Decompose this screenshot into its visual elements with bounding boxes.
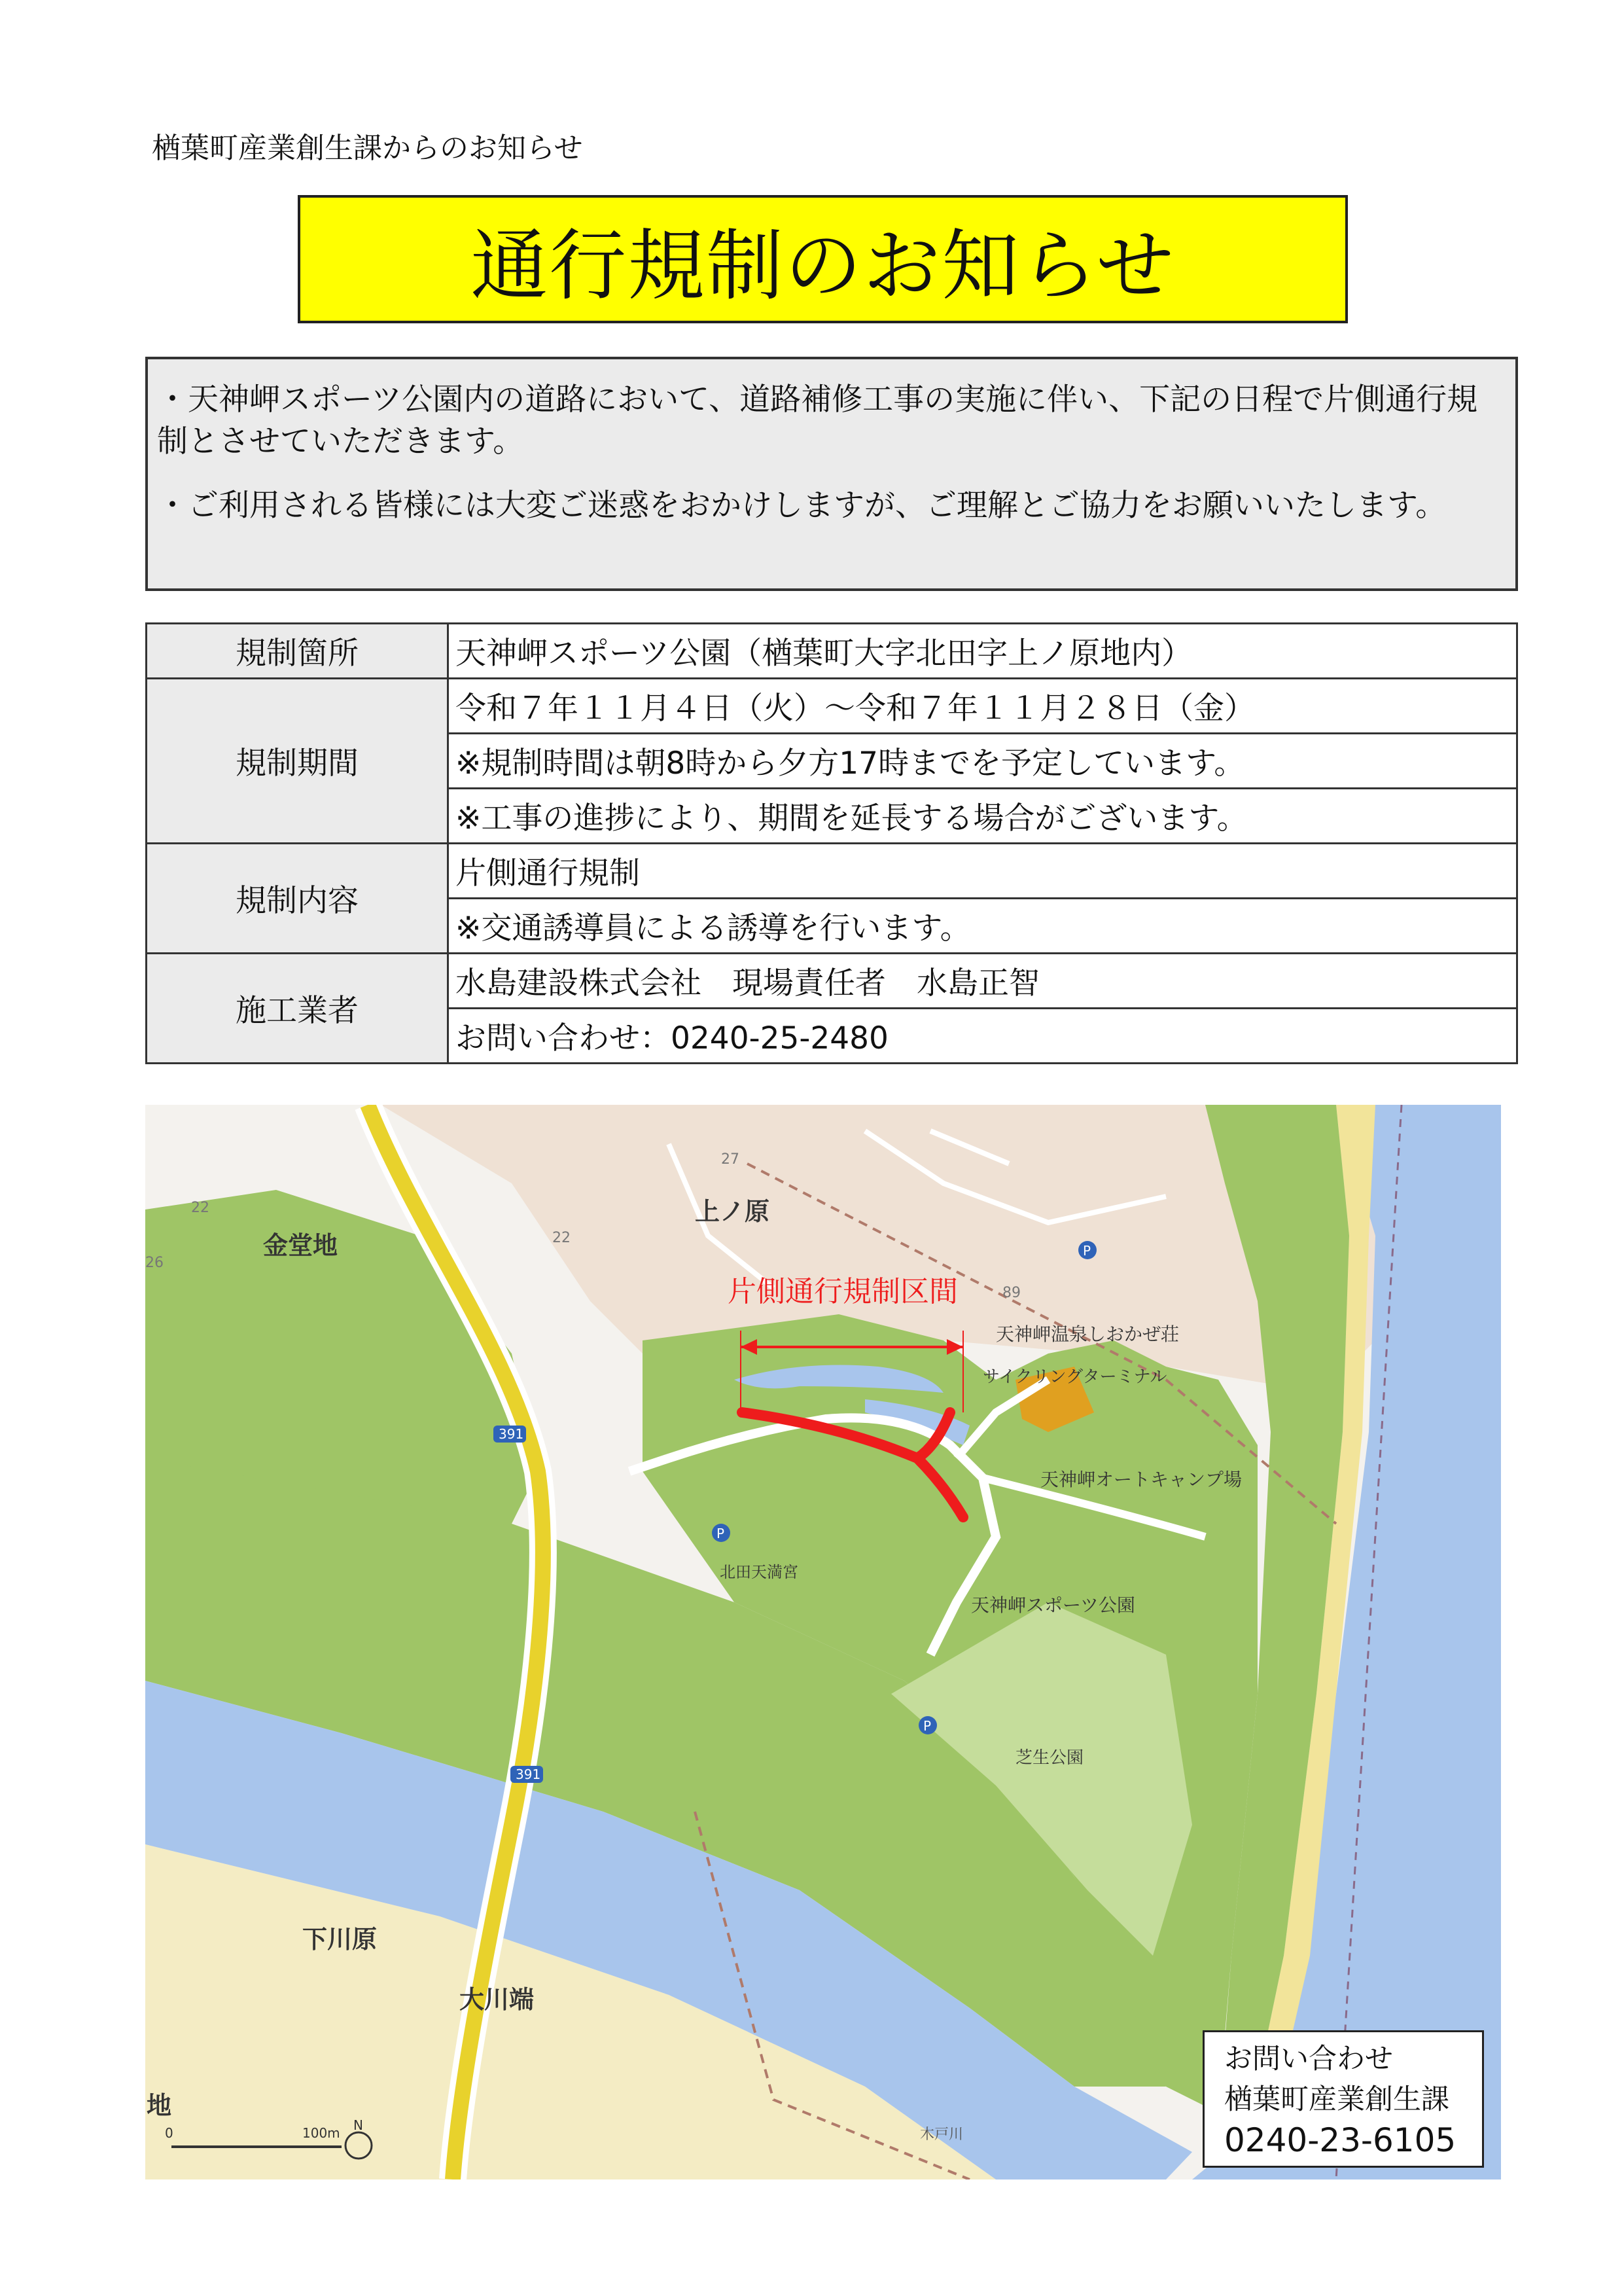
period-label: 規制期間 <box>147 679 448 844</box>
period-value: 令和７年１１月４日（火）～令和７年１１月２８日（金） <box>448 679 1517 734</box>
place-kamitohara: 上ノ原 <box>695 1197 770 1226</box>
table-row <box>147 844 1517 899</box>
location-value: 天神岬スポーツ公園（楢葉町大字北田字上ノ原地内） <box>448 624 1517 679</box>
area-map <box>145 1105 1501 2179</box>
place-cycling: サイクリングターミナル <box>983 1367 1167 1387</box>
north-label: N <box>353 2117 363 2133</box>
content-label: 規制内容 <box>147 844 448 954</box>
parking-label: P <box>716 1526 725 1541</box>
info-table <box>145 622 1518 1064</box>
content-value: 片側通行規制 <box>448 844 1517 899</box>
contact-phone: 0240-23-6105 <box>1224 2121 1456 2159</box>
place-kondouchi: 金堂地 <box>263 1231 338 1260</box>
period-note-1: ※規制時間は朝8時から夕方17時までを予定しています。 <box>448 734 1517 789</box>
place-lawn-park: 芝生公園 <box>1015 1748 1084 1768</box>
parking-label: P <box>923 1718 932 1734</box>
table-row <box>147 954 1517 1009</box>
title-banner <box>298 195 1348 323</box>
map-canvas <box>145 1105 1501 2179</box>
contractor-phone: お問い合わせ：0240-25-2480 <box>448 1009 1517 1064</box>
location-label: 規制箇所 <box>147 624 448 679</box>
elevation-22: 22 <box>191 1200 209 1216</box>
table-row <box>147 624 1517 679</box>
notice-box <box>145 357 1518 591</box>
elevation-22: 22 <box>552 1230 571 1246</box>
route-number: 391 <box>516 1767 541 1782</box>
place-kido-river: 木戸川 <box>920 2126 964 2143</box>
route-number: 391 <box>499 1426 524 1442</box>
elevation-27: 27 <box>721 1151 739 1168</box>
notice-paragraph-1: ・天神岬スポーツ公園内の道路において、道路補修工事の実施に伴い、下記の日程で片側通行規制とさせていただきます。 <box>157 382 1478 459</box>
issuer-note: 楢葉町産業創生課からのお知らせ <box>152 132 583 165</box>
contractor-value: 水島建設株式会社 現場責任者 水島正智 <box>448 954 1517 1009</box>
elevation-89: 89 <box>1002 1285 1021 1301</box>
scale-zero: 0 <box>165 2125 173 2141</box>
notice-paragraph-2: ・ご利用される皆様には大変ご迷惑をおかけしますが、ご理解とご協力をお願いいたします。 <box>157 488 1447 524</box>
page-title: 通行規制のお知らせ <box>470 221 1175 311</box>
place-sports-park: 天神岬スポーツ公園 <box>971 1594 1135 1616</box>
contact-department: 楢葉町産業創生課 <box>1224 2083 1449 2116</box>
scale-100: 100m <box>302 2125 340 2141</box>
elevation-26: 26 <box>145 1255 164 1271</box>
content-note: ※交通誘導員による誘導を行います。 <box>448 899 1517 954</box>
place-shimokawara: 下川原 <box>302 1925 378 1954</box>
place-onsen: 天神岬温泉しおかぜ荘 <box>996 1323 1180 1345</box>
place-camp: 天神岬オートキャンプ場 <box>1040 1469 1243 1490</box>
contact-box <box>1203 2030 1484 2168</box>
place-chi: 地 <box>147 2091 172 2120</box>
place-okawabata: 大川端 <box>459 1985 535 2014</box>
contact-heading: お問い合わせ <box>1224 2043 1393 2075</box>
period-note-2: ※工事の進捗により、期間を延長する場合がございます。 <box>448 789 1517 844</box>
parking-label: P <box>1083 1243 1091 1259</box>
restriction-label: 片側通行規制区間 <box>728 1275 958 1308</box>
contractor-label: 施工業者 <box>147 954 448 1064</box>
table-row <box>147 679 1517 734</box>
place-kitada-shrine: 北田天満宮 <box>720 1563 798 1581</box>
